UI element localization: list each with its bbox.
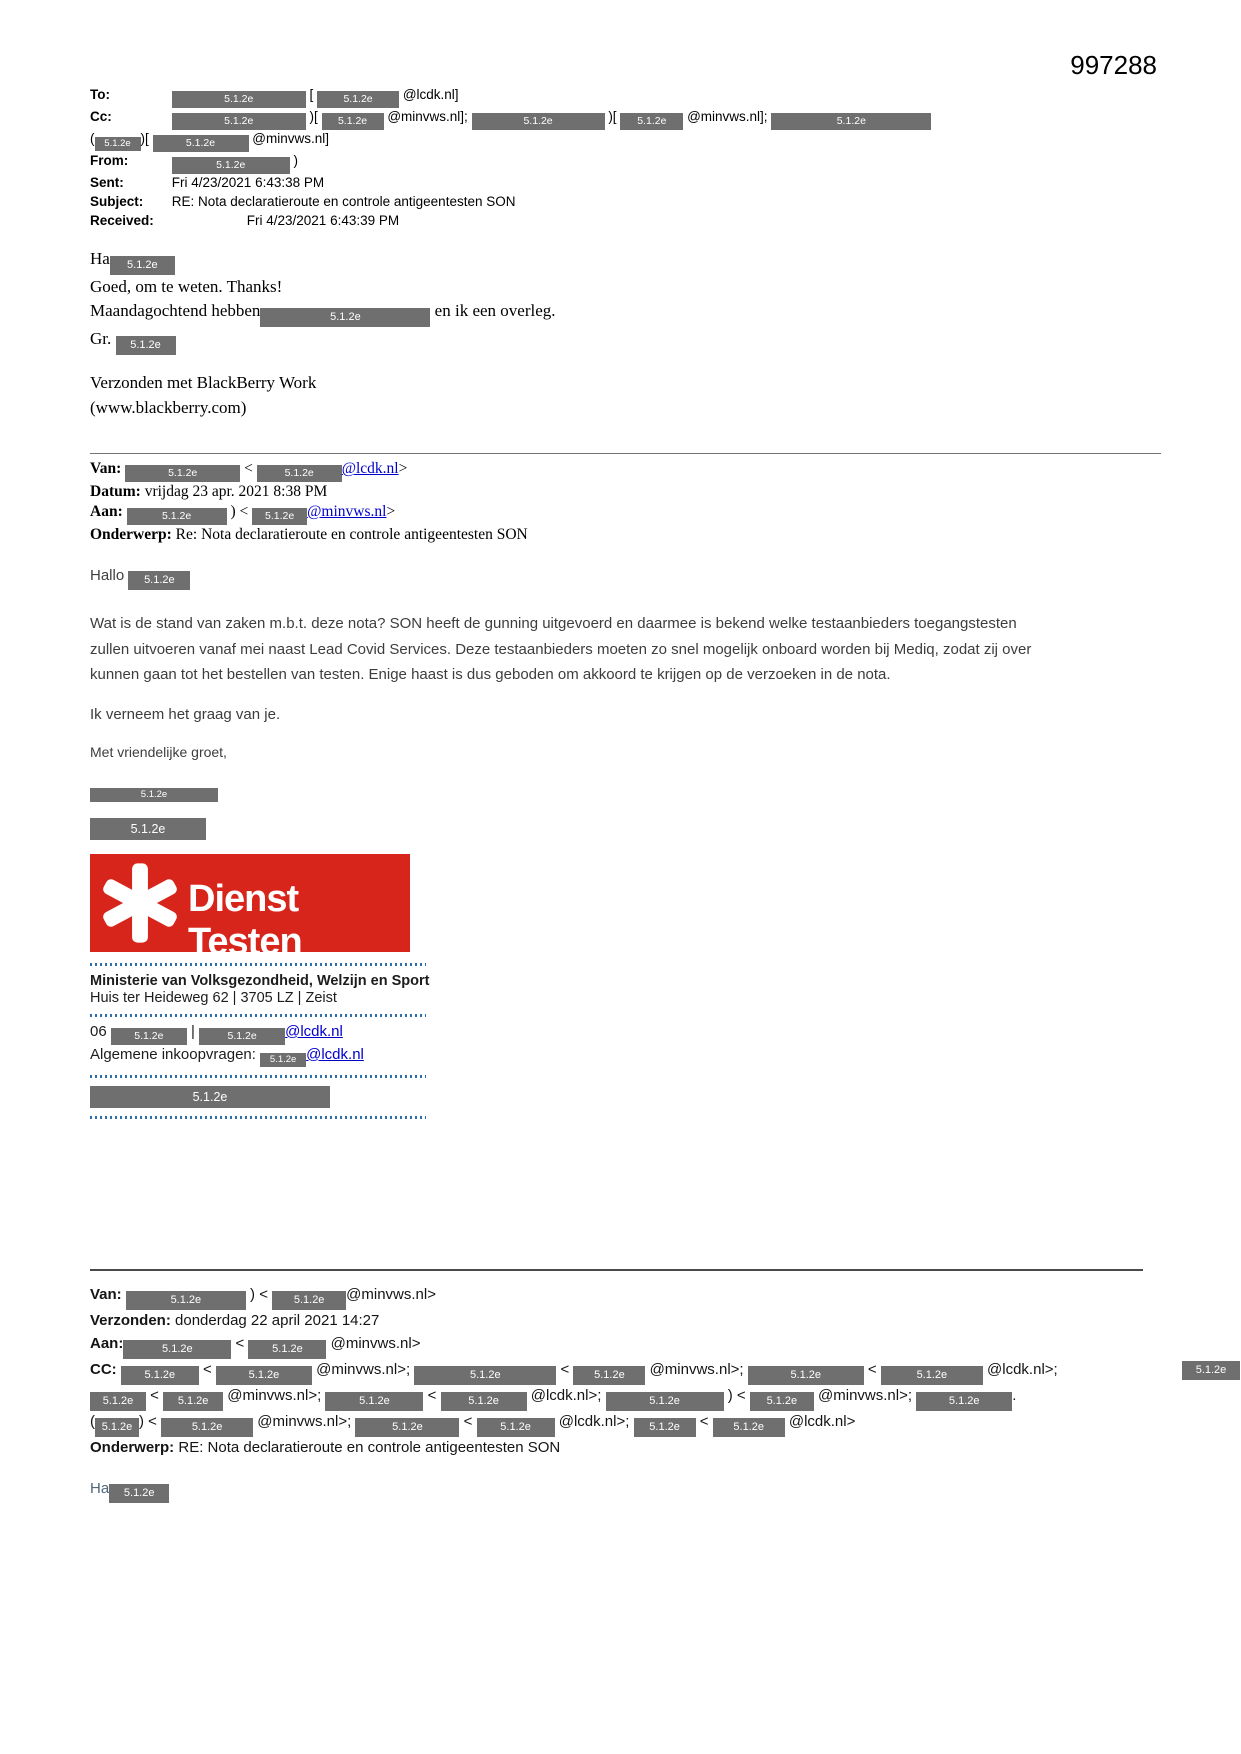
aan-label: Aan:: [90, 502, 123, 520]
meeting-suffix: en ik een overleg.: [434, 301, 556, 321]
minvws-bracket-token: @minvws.nl]: [252, 131, 329, 146]
redaction-box: 5.1.2e: [90, 1086, 330, 1108]
close-lt-token: ) <: [250, 1285, 268, 1303]
redaction-box: 5.1.2e: [322, 113, 384, 130]
subject-value: RE: Nota declaratieroute en controle antigeentesten SON: [171, 193, 516, 209]
redaction-box: 5.1.2e: [272, 1291, 346, 1310]
lcdk-email-link[interactable]: @lcdk.nl: [341, 460, 399, 478]
redaction-box: 5.1.2e: [110, 256, 175, 275]
minvws-gt-token: @minvws.nl>: [330, 1334, 421, 1352]
lt-token: <: [150, 1386, 159, 1404]
redaction-box: 5.1.2e: [127, 508, 227, 525]
redaction-box: 5.1.2e: [163, 1392, 223, 1411]
lt-token: <: [235, 1334, 245, 1352]
signature-redaction-1: [90, 781, 1161, 802]
lcdk-email-link[interactable]: @lcdk.nl: [306, 1045, 364, 1063]
datum-value: vrijdag 23 apr. 2021 8:38 PM: [144, 483, 328, 501]
dotted-separator: [90, 1116, 426, 1119]
sent-value: Fri 4/23/2021 6:43:38 PM: [171, 175, 325, 190]
onderwerp-label: Onderwerp:: [90, 525, 172, 543]
bottom-row-van: [90, 1284, 1161, 1310]
redaction-box: 5.1.2e: [441, 1392, 527, 1411]
mid-row-onderwerp: [90, 525, 1161, 545]
hallo-text: Hallo: [90, 567, 125, 585]
quoted-header-bottom: [90, 1284, 1227, 1460]
bracket-token: [: [309, 87, 314, 102]
redaction-box: 5.1.2e: [748, 1366, 864, 1385]
minvws-semi-token: @minvws.nl>;: [227, 1386, 322, 1404]
redaction-box: 5.1.2e: [128, 571, 190, 590]
header-row-to: [90, 86, 1161, 108]
redaction-box: 5.1.2e: [414, 1366, 556, 1385]
redaction-box: 5.1.2e: [90, 818, 206, 840]
mid-row-van: [90, 459, 1161, 482]
to-label: To:: [90, 87, 110, 102]
bottom-row-onderwerp: [90, 1437, 1161, 1460]
paren-bracket-token: )[: [608, 109, 617, 124]
thread-separator-line: [90, 1269, 1143, 1271]
dotted-separator: [90, 1075, 426, 1078]
redaction-box: 5.1.2e: [713, 1418, 785, 1437]
status-paragraph: Wat is de stand van zaken m.b.t. deze nota? SON heeft de gunning uitgevoerd en daarmee is bekend welke testaanbieders toegangstesten zullen uitvoeren vanaf mei naast Lead Covid Services. Deze testaanbieders moeten zo snel mogelijk onboard worden bij Mediq, zodat zij over kunnen gaan tot het bestellen van testen. Enige haast is dus geboden om akkoord te krijgen op de verzoeken in de nota.: [90, 615, 1032, 684]
redaction-box: 5.1.2e: [620, 113, 683, 130]
dotted-separator: [90, 1014, 426, 1017]
redaction-box: 5.1.2e: [325, 1392, 423, 1411]
minvws-semi-token: @minvws.nl>;: [818, 1386, 913, 1404]
onderwerp-value: RE: Nota declaratieroute en controle antigeentesten SON: [178, 1438, 561, 1456]
gt-token: >: [386, 502, 396, 520]
redaction-box: 5.1.2e: [123, 1340, 231, 1359]
lcdk-semi-token: @lcdk.nl>;: [987, 1360, 1058, 1378]
datum-label: Datum:: [90, 483, 141, 501]
header-row-sent: [90, 174, 1161, 193]
redaction-box: 5.1.2e: [252, 508, 307, 525]
close-paren-token: ): [293, 153, 299, 168]
redaction-box: 5.1.2e: [161, 1418, 253, 1437]
paren-bracket-token: )[: [140, 131, 149, 146]
header-row-cc: [90, 108, 1161, 130]
onderwerp-value: Re: Nota declaratieroute en controle antigeentesten SON: [175, 525, 528, 543]
redaction-box: 5.1.2e: [111, 1028, 187, 1045]
minvws-semi-token: @minvws.nl>;: [316, 1360, 411, 1378]
redaction-box: 5.1.2e: [248, 1340, 326, 1359]
minvws-semi-token: @minvws.nl>;: [257, 1412, 352, 1430]
minvws-semi-token: @minvws.nl>;: [649, 1360, 744, 1378]
mid-row-datum: [90, 482, 1161, 502]
dienst-testen-logo: [90, 854, 410, 963]
redaction-box: 5.1.2e: [355, 1418, 459, 1437]
minvws-gt-token: @minvws.nl>: [346, 1285, 436, 1303]
lcdk-gt-token: @lcdk.nl>: [788, 1412, 856, 1430]
redaction-box: 5.1.2e: [771, 113, 931, 130]
cc-label: CC:: [90, 1360, 117, 1378]
redaction-box: 5.1.2e: [199, 1028, 285, 1045]
header-row-received: [90, 212, 1161, 231]
document-id: 997288: [1070, 50, 1157, 80]
redaction-box: 5.1.2e: [472, 113, 605, 130]
lt-token: <: [244, 460, 253, 478]
paren-bracket-token: )[: [309, 109, 318, 124]
minvws-bracket-semi-token: @minvws.nl];: [687, 109, 768, 124]
redaction-box: 5.1.2e: [125, 465, 240, 482]
header-row-subject: [90, 193, 1161, 212]
open-paren-token: (: [90, 131, 95, 146]
sent-label: Sent:: [90, 175, 124, 190]
close-lt-token: ) <: [727, 1386, 746, 1404]
redaction-box: 5.1.2e: [95, 137, 141, 151]
van-label: Van:: [90, 460, 122, 478]
minvws-bracket-semi-token: @minvws.nl];: [387, 109, 468, 124]
phone-email-line: [90, 1022, 1161, 1045]
logo-text: Dienst Testen: [188, 877, 302, 963]
redaction-box: 5.1.2e: [90, 788, 218, 802]
subject-label: Subject:: [90, 193, 144, 209]
blackberry-footer: [90, 370, 1161, 420]
lcdk-semi-token: @lcdk.nl>;: [558, 1412, 630, 1430]
lt-token: <: [427, 1386, 437, 1404]
dienst-testen-asterisk-icon: [96, 859, 184, 947]
redaction-box: 5.1.2e: [750, 1392, 814, 1411]
ministry-address: Huis ter Heideweg 62 | 3705 LZ | Zeist: [90, 989, 337, 1006]
redaction-box: 5.1.2e: [121, 1366, 199, 1385]
reply-meeting-line: [90, 299, 1161, 327]
minvws-email-link[interactable]: @minvws.nl: [307, 502, 387, 520]
redaction-box: 5.1.2e: [260, 1053, 306, 1067]
inkoop-label: Algemene inkoopvragen:: [90, 1045, 256, 1063]
open-paren-token: (: [90, 1412, 95, 1430]
ministry-name: Ministerie van Volksgezondheid, Welzijn en Sport: [90, 972, 430, 989]
redaction-box: 5.1.2e: [109, 1484, 169, 1503]
reply-greeting-line: [90, 247, 1161, 275]
lcdk-semi-token: @lcdk.nl>;: [530, 1386, 602, 1404]
redaction-box: 5.1.2e: [216, 1366, 312, 1385]
redaction-box: 5.1.2e: [634, 1418, 696, 1437]
redaction-box: 5.1.2e: [90, 1392, 146, 1411]
bottom-greeting-line: [90, 1480, 1161, 1503]
onderwerp-label: Onderwerp:: [90, 1438, 175, 1456]
lt-token: <: [699, 1412, 709, 1430]
header-row-from: [90, 152, 1161, 174]
redaction-box: 5.1.2e: [1182, 1361, 1240, 1380]
redaction-box: 5.1.2e: [573, 1366, 645, 1385]
gt-token: >: [398, 460, 408, 478]
redaction-box: 5.1.2e: [916, 1392, 1012, 1411]
bottom-greeting: Ha: [90, 1480, 110, 1498]
redaction-box: 5.1.2e: [153, 135, 249, 152]
aan-label: Aan:: [90, 1334, 124, 1352]
reply-thanks-line: Goed, om te weten. Thanks!: [90, 277, 283, 297]
bottom-row-cc-line3: [90, 1411, 1161, 1437]
redaction-box: 5.1.2e: [172, 91, 306, 108]
redaction-box: 5.1.2e: [116, 336, 176, 355]
cc-label: Cc:: [90, 109, 112, 124]
received-value: Fri 4/23/2021 6:43:39 PM: [246, 212, 400, 228]
meeting-prefix: Maandagochtend hebben: [90, 301, 261, 321]
closing-line: Met vriendelijke groet,: [90, 743, 227, 760]
lcdk-bracket-token: @lcdk.nl]: [402, 87, 459, 102]
period-token: .: [1012, 1386, 1017, 1404]
redaction-box: 5.1.2e: [260, 308, 430, 327]
verzonden-value: donderdag 22 april 2021 14:27: [175, 1311, 380, 1329]
redaction-box: 5.1.2e: [95, 1418, 139, 1437]
email-header-top: [90, 86, 1161, 230]
reply-signoff: Gr.: [90, 329, 112, 349]
inkoop-line: [90, 1045, 1161, 1067]
document-content: [90, 86, 1227, 1503]
redaction-box: 5.1.2e: [172, 157, 290, 174]
reply-signoff-line: [90, 327, 1161, 355]
from-label: From:: [90, 153, 129, 168]
mid-row-aan: [90, 502, 1161, 525]
redaction-box: 5.1.2e: [126, 1291, 246, 1310]
verzonden-label: Verzonden:: [90, 1311, 171, 1329]
lt-token: <: [463, 1412, 473, 1430]
quoted-header-middle: [90, 453, 1161, 544]
reply-body: [90, 247, 1161, 355]
blackberry-line2: (www.blackberry.com): [90, 398, 247, 418]
blackberry-line1: Verzonden met BlackBerry Work: [90, 373, 317, 393]
redaction-box: 5.1.2e: [881, 1366, 983, 1385]
header-row-cc-cont: [90, 130, 1161, 152]
bottom-row-verzonden: [90, 1310, 1161, 1333]
signature-redaction-2: [90, 817, 1161, 840]
pipe-token: |: [191, 1022, 195, 1040]
bottom-row-cc-line2: [90, 1385, 1161, 1411]
redaction-box: 5.1.2e: [317, 91, 399, 108]
received-label: Received:: [90, 212, 154, 228]
bottom-row-aan: [90, 1333, 1161, 1359]
hallo-line: [90, 567, 1161, 590]
reply-greeting: Ha: [90, 249, 110, 269]
van-label: Van:: [90, 1285, 122, 1303]
verneem-line: Ik verneem het graag van je.: [90, 705, 281, 723]
close-lt-token: ) <: [230, 502, 249, 520]
close-lt-token: ) <: [139, 1412, 157, 1430]
redaction-box: 5.1.2e: [172, 113, 306, 130]
redaction-box: 5.1.2e: [257, 465, 342, 482]
bottom-row-cc-line1: [90, 1359, 1227, 1385]
phone-prefix: 06: [90, 1022, 107, 1040]
redaction-box: 5.1.2e: [477, 1418, 555, 1437]
redaction-box: 5.1.2e: [606, 1392, 724, 1411]
lt-token: <: [867, 1360, 877, 1378]
lt-token: <: [560, 1360, 570, 1378]
signature-redaction-wide: [90, 1085, 1161, 1108]
lt-token: <: [203, 1360, 212, 1378]
lcdk-email-link[interactable]: @lcdk.nl: [285, 1022, 343, 1040]
